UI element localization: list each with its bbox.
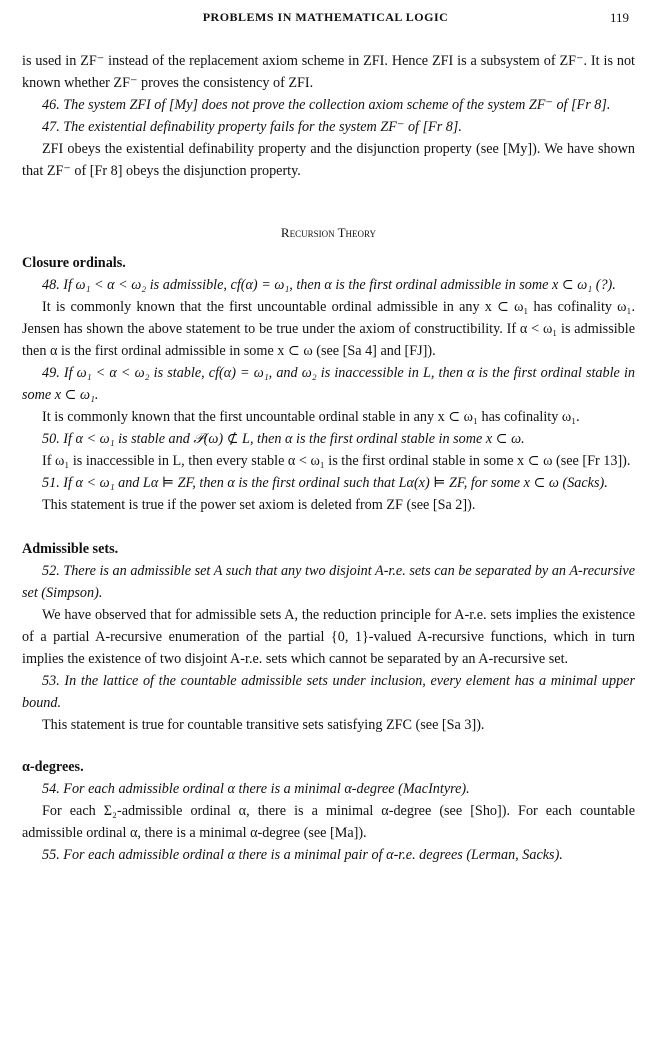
- comment-48: It is commonly known that the first uncountable ordinal admissible in any x ⊂ ω₁ has cofinality ω₁. Jensen has shown the above statement to be true under the axiom of constructibility. If α < ω₁ is admissible then α is the first ordinal admissible in some x ⊂ ω (see [Sa 4] and [FJ]).: [22, 299, 635, 359]
- problem-55: 55. For each admissible ordinal α there is a minimal pair of α-r.e. degrees (Lerman, Sacks).: [42, 847, 563, 863]
- comment-54: For each Σ₂-admissible ordinal α, there is a minimal α-degree (see [Sho]). For each countable admissible ordinal α, there is a minimal α-degree (see [Ma]).: [22, 803, 635, 841]
- problem-54: 54. For each admissible ordinal α there is a minimal α-degree (MacIntyre).: [42, 781, 470, 797]
- problem-50: 50. If α < ω₁ is stable and 𝒫(ω) ⊄ L, then α is the first ordinal stable in some x ⊂ ω.: [42, 431, 525, 447]
- problem-51: 51. If α < ω₁ and Lα ⊨ ZF, then α is the first ordinal such that Lα(x) ⊨ ZF, for some x ⊂ ω (Sacks).: [42, 475, 608, 491]
- heading-closure-ordinals: Closure ordinals.: [22, 255, 126, 271]
- spacer: [22, 516, 635, 538]
- comment-51: This statement is true if the power set axiom is deleted from ZF (see [Sa 2]).: [42, 497, 476, 513]
- running-head: PROBLEMS IN MATHEMATICAL LOGIC: [202, 10, 449, 24]
- page-body: [22, 50, 635, 866]
- comment-53: This statement is true for countable transitive sets satisfying ZFC (see [Sa 3]).: [42, 717, 485, 733]
- page-header: [0, 10, 651, 30]
- page-number: 119: [609, 10, 629, 25]
- comment-50: If ω₁ is inaccessible in L, then every stable α < ω₁ is the first ordinal stable in some x ⊂ ω (see [Fr 13]).: [42, 453, 631, 469]
- spacer: [22, 736, 635, 756]
- paragraph-continuation: is used in ZF⁻ instead of the replacement axiom scheme in ZFI. Hence ZFI is a subsystem of ZF⁻. It is not known whether ZF⁻ proves the consistency of ZFI.: [22, 53, 635, 91]
- problem-52: 52. There is an admissible set A such that any two disjoint A-r.e. sets can be separated by an A-recursive set (Simpson).: [22, 563, 635, 601]
- heading-alpha-degrees: α-degrees.: [22, 759, 84, 775]
- problem-46: 46. The system ZFI of [My] does not prove the collection axiom scheme of the system ZF⁻ of [Fr 8].: [42, 97, 611, 113]
- comment-49: It is commonly known that the first uncountable ordinal stable in any x ⊂ ω₁ has cofinality ω₁.: [42, 409, 580, 425]
- problem-53: 53. In the lattice of the countable admissible sets under inclusion, every element has a minimal upper bound.: [22, 673, 635, 711]
- problem-49: 49. If ω₁ < α < ω₂ is stable, cf(α) = ω₁, and ω₂ is inaccessible in L, then α is the first ordinal stable in some x ⊂ ω₁.: [22, 365, 635, 403]
- comment-52: We have observed that for admissible sets A, the reduction principle for A-r.e. sets implies the existence of a partial A-recursive enumeration of the partial {0, 1}-valued A-recursive functions, which in turn implies the existence of two disjoint A-r.e. sets which cannot be separated by an A-recursive set.: [22, 607, 635, 667]
- section-title: Recursion Theory: [280, 225, 377, 240]
- problem-47: 47. The existential definability property fails for the system ZF⁻ of [Fr 8].: [42, 119, 462, 135]
- comment-47: ZFI obeys the existential definability property and the disjunction property (see [My]). We have shown that ZF⁻ of [Fr 8] obeys the disjunction property.: [22, 141, 635, 179]
- heading-admissible-sets: Admissible sets.: [22, 541, 119, 557]
- problem-48: 48. If ω₁ < α < ω₂ is admissible, cf(α) = ω₁, then α is the first ordinal admissible in some x ⊂ ω₁ (?).: [42, 277, 616, 293]
